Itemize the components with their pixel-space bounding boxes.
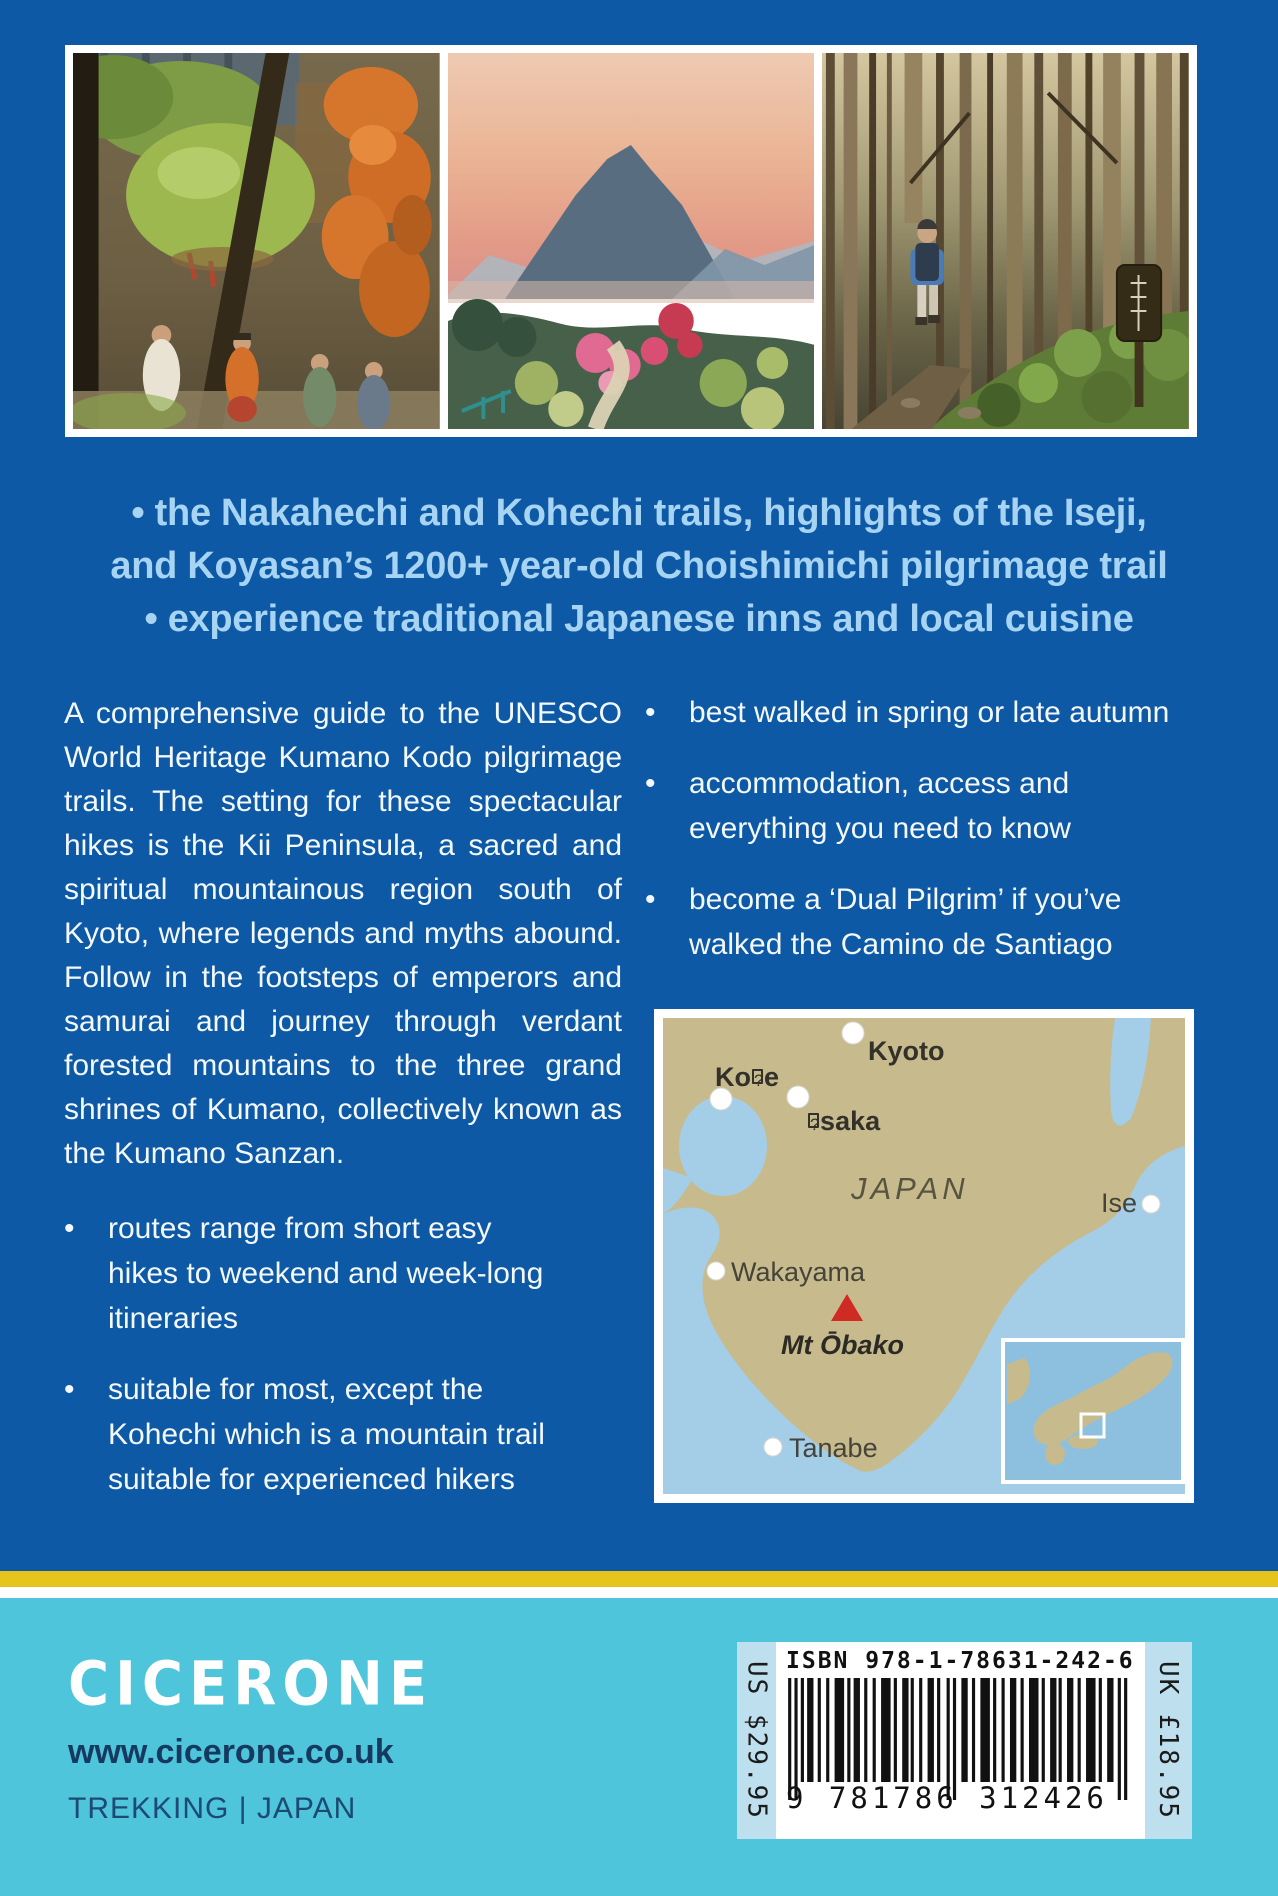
- bullet-line: become a ‘Dual Pilgrim’ if you’ve: [689, 883, 1122, 916]
- bullet-line: hikes to weekend and week-long: [108, 1257, 544, 1290]
- right-bullet-list: [645, 690, 1205, 993]
- pilgrimage-procession-photo: [73, 53, 440, 429]
- bullet-icon: •: [64, 1212, 75, 1245]
- list-item: [64, 1367, 624, 1502]
- list-item: [645, 877, 1205, 967]
- publisher-website: www.cicerone.co.uk: [68, 1733, 394, 1771]
- bullet-line: Kohechi which is a mountain trail: [108, 1418, 545, 1451]
- bullet-line: everything you need to know: [689, 812, 1071, 845]
- mountain-sunset-photo: [448, 53, 815, 429]
- bullet-icon: •: [645, 883, 656, 916]
- osaka-dot: [787, 1086, 809, 1108]
- forest-trail-hiker-photo: [822, 53, 1189, 429]
- wakayama-dot: [707, 1262, 725, 1280]
- map-canvas: [663, 1018, 1185, 1494]
- us-price-label: US $29.95: [737, 1642, 776, 1839]
- description-paragraph: A comprehensive guide to the UNESCO World Heritage Kumano Kodo pilgrimage trails. The setting for these spectacular hikes is the Kii Peninsula, a sacred and spiritual mountainous region south of Kyoto, where legends and myths abound. Follow in the footsteps of emperors and samurai and journey through verdant forested mountains to the three grand shrines of Kumano, collectively known as the Kumano Sanzan.: [64, 697, 622, 1170]
- tanabe-dot: [764, 1438, 782, 1456]
- inset-map: [1003, 1340, 1183, 1482]
- pilgrimage-procession-art: [73, 53, 440, 429]
- bullet-line: suitable for experienced hikers: [108, 1463, 515, 1496]
- map-label-mt-obako: Mt Ōbako: [781, 1330, 905, 1360]
- bullet-line: accommodation, access and: [689, 767, 1070, 800]
- missing-glyph-box: ?: [754, 1071, 764, 1090]
- barcode-panel: [776, 1642, 1145, 1839]
- map-label-japan: JAPAN: [851, 1171, 969, 1206]
- bullet-icon: •: [645, 696, 656, 729]
- left-bullet-list: [64, 1206, 624, 1528]
- list-item: [645, 761, 1205, 851]
- category-label: TREKKING | JAPAN: [68, 1792, 357, 1825]
- map-label-kyoto: Kyoto: [868, 1036, 945, 1066]
- list-item: [645, 690, 1205, 735]
- forest-trail-art: [822, 53, 1189, 429]
- kyoto-dot: [842, 1022, 864, 1044]
- headline-line-1: • the Nakahechi and Kohechi trails, highlights of the Iseji,: [131, 492, 1147, 534]
- headline: [30, 487, 1248, 646]
- white-stripe: [0, 1587, 1278, 1598]
- mountain-sunset-art: [448, 53, 815, 429]
- bullet-line: routes range from short easy: [108, 1212, 492, 1245]
- map-label-osaka: ?saka: [810, 1106, 881, 1136]
- location-map: [654, 1009, 1194, 1503]
- bullet-icon: •: [64, 1373, 75, 1406]
- barcode-block: [737, 1642, 1191, 1839]
- yellow-stripe: [0, 1571, 1278, 1587]
- missing-glyph-box: ?: [810, 1115, 820, 1134]
- bullet-icon: •: [645, 767, 656, 800]
- cicerone-logo: CICERONE: [68, 1649, 434, 1720]
- ise-dot: [1142, 1195, 1160, 1213]
- map-label-wakayama: Wakayama: [731, 1257, 866, 1287]
- bullet-line: suitable for most, except the: [108, 1373, 484, 1406]
- bullet-line: best walked in spring or late autumn: [689, 696, 1170, 729]
- headline-line-3: • experience traditional Japanese inns and local cuisine: [144, 598, 1134, 640]
- isbn-label: ISBN 978-1-78631-242-6: [786, 1648, 1135, 1674]
- barcode-number: 9 781786 312426: [786, 1781, 1108, 1815]
- list-item: [64, 1206, 624, 1341]
- map-label-ise: Ise: [1101, 1188, 1138, 1218]
- bullet-line: walked the Camino de Santiago: [689, 928, 1113, 961]
- bullet-line: itineraries: [108, 1302, 239, 1335]
- map-label-tanabe: Tanabe: [789, 1433, 878, 1463]
- headline-line-2: and Koyasan’s 1200+ year-old Choishimichi pilgrimage trail: [110, 545, 1168, 587]
- photo-strip: [65, 45, 1197, 437]
- map-label-kobe: Ko ?e: [715, 1062, 780, 1092]
- uk-price-label: UK £18.95: [1145, 1642, 1192, 1839]
